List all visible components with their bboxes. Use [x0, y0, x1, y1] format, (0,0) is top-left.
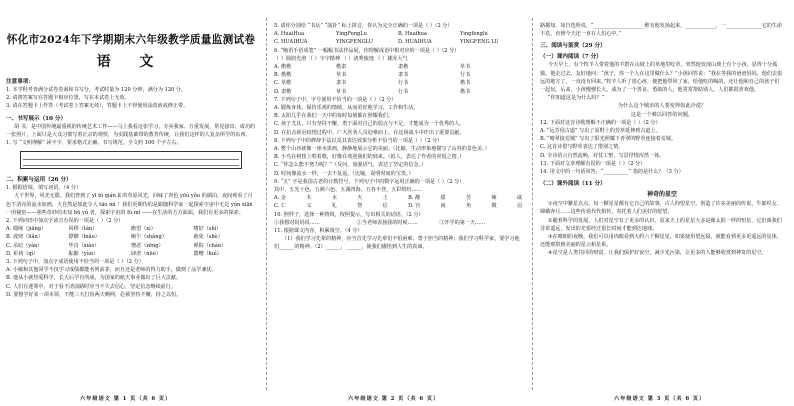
question-9-options	[274, 194, 522, 202]
option-cell: C. 草楷	[274, 80, 292, 87]
section-1-instruction: 1. 写 “文明理解” 读字字，要求格式正确、书写规范、全文约 100 个字左右。	[6, 140, 182, 147]
section-2-heading: 二、积累与运用（26 分）	[6, 177, 72, 184]
option-cell: 智	[357, 203, 363, 210]
writing-box[interactable]	[20, 151, 242, 169]
question-12: 12. 下面对这首诗歌理解不正确的一项是（ ）（2 分）	[540, 119, 661, 126]
option-cell: 禅院（chán）	[193, 242, 227, 249]
question-12-option-d: D. 全诗语言自然流畅，对仗工整，写景抒情浑然一体。	[540, 152, 665, 159]
subject-title: 语 文	[96, 54, 166, 70]
question-11: 11. 根据课文内容，积累填空。（4 分）	[274, 228, 363, 235]
question-7-option-b: B. 太阳几乎在我们一天中的每时每刻都在照耀我们。	[274, 113, 394, 120]
option-cell: D. HUAIHUA	[398, 39, 432, 46]
option-cell: A. 楷楷	[274, 64, 292, 71]
question-6: 6. “缩语手语成笔” 一幅幅书法作品展，你理解成语中相对应的一项是（ ）（2 分）	[274, 47, 460, 54]
option-cell: 隶书	[398, 72, 409, 79]
question-3-option-d: D. 要想学好某一项本领，不能三天打鱼两天晒网，必须坚持不懈，持之以恒。	[6, 291, 182, 298]
column-divider	[266, 18, 267, 390]
option-cell: 木	[306, 195, 312, 202]
option-cell: 角	[466, 203, 472, 210]
passage-1-paragraph: 今天早上，有个牧羊人带着他的羊群在山坡上的草地里吃草，突然他发现山坡上有个小孩，显得十分孤独。他走过去，友好地问：“孩子，你一个人在这里做什么？”小孩回答说：“我在等我的爸爸妈妈，他们去很远的地方了，一直没有回来。”牧羊人听了很心疼，便把他带回了家，给他吃的喝的，还让他和自己的孩子们一起玩。后来，小孩慢慢长大，成为了一个善良、勇敢的人，他常常帮助别人，人们都很喜欢他。	[540, 62, 783, 94]
question-8-option-c: C. “你怎么能不努力呢？”（反问，加强语气，表达了坚定的信念。）	[274, 162, 427, 169]
option-cell: C. 吊唁（yàn）	[6, 242, 43, 249]
option-cell: 商	[440, 203, 446, 210]
option-cell: B. 酸	[408, 195, 421, 202]
option-cell: D. 宫	[408, 203, 421, 210]
option-cell: 馈赠（kuì）	[193, 250, 222, 257]
question-7-option-c: C. 孩子尤其，只有坚持不懈，勇于面对自己的弱点与不足，才能成为一个优秀的人。	[274, 121, 465, 128]
question-12-option-a: A. “远芳侵古道” 写出了原野上的芳草延伸到古道上。	[540, 128, 661, 135]
subsection-1-heading: （一）课内阅读（7 分）	[540, 54, 602, 61]
option-cell: 隶楷	[398, 64, 409, 71]
option-cell: A. HuaiHua	[274, 31, 305, 38]
option-cell: 酝酿（yùn）	[68, 250, 99, 257]
option-cell: 草书	[460, 64, 471, 71]
option-cell: 楷书	[460, 88, 471, 95]
option-cell: D. 祈祷（qí）	[6, 250, 39, 257]
question-11-text: （1）我们学习先辈的精神，应当首先学习先辈们不怕困难、勇于担当的精神；我们学习科学家，要学习他们______的精神。（2）______，______，使我们感悟到人生的真谛。	[274, 236, 520, 251]
question-2-options	[6, 225, 256, 258]
option-cell: 楷隶	[336, 64, 347, 71]
passage-2-paragraph: ③在晴朗的夜晚，我们可以用肉眼看到大约六千颗星星。如果使用望远镜，就能看到更多更遥远的星体，还能观察到美丽的星云和星系。	[540, 234, 782, 249]
question-8-option-d: D. 时间像流水一样，一去不复返。（比喻，说明时间的宝贵。）	[274, 170, 414, 177]
exam-title: 怀化市2024年下学期期末六年级教学质量监测试卷	[6, 34, 256, 46]
option-cell: 赦免（shè）	[193, 234, 223, 241]
option-cell: 行书	[460, 72, 471, 79]
option-cell: B. 楷楷	[274, 72, 292, 79]
option-cell: YINGFENG LU	[460, 39, 499, 46]
option-cell: Yingfenglu	[460, 31, 488, 38]
option-cell: ①我想对妈妈说……	[274, 219, 320, 226]
option-cell: 行书	[398, 88, 409, 95]
option-cell: A. 金	[274, 195, 287, 202]
question-1: 1. 根据语境，填写词语。（4 分）	[6, 185, 82, 192]
question-3-option-b: B. 他从小就热爱科学，长大后学有所成，为国家的航天事业做出了巨大贡献。	[6, 275, 182, 282]
option-cell: 瞻望（xì）	[131, 226, 156, 233]
option-cell: 羽	[516, 203, 522, 210]
question-12-option-b: B. “晴翠接荒城” 写出了阳光照耀下青翠的野草连接着荒城。	[540, 136, 677, 143]
note-item: 3. 请在答题卡上作答（考试卷上答案无效），答题卡上不得使用涂改液或修正带。	[6, 103, 189, 110]
option-cell: 苦	[465, 195, 472, 202]
question-1-passage: 大千世界，风光无限。我们曾到了 yī bì qián lǐ 的草原风光，回味了青色 yōu yǒu 的湖泊，夜间观看了月色下清亮的流水如画，大自然是如此令人 tāo mì ！我们更期待的是跟随科学家一起探索宇宙中无边 yún xiān 一的秘密——那些奇妙的未知 hū yú 者，探索宇宙的 fù mì ——在生活的方方面面，我们有更多的探索。	[6, 193, 253, 216]
option-cell: YINGFENGLU	[336, 39, 374, 46]
option-cell: 回移（tán）	[68, 226, 98, 233]
question-14: 14. 用文中的一句话回答，“__________” 指的是什么？（3 分）	[540, 169, 684, 176]
passage-2-paragraph: ②随着科学的发展，人们对星空有了更多的认识。原来天上的星星大多是像太阳一样的恒星，它们离我们非常遥远，发出的光要经过很长时间才能到达地球。	[540, 217, 782, 232]
question-10-options	[274, 219, 522, 227]
question-3-option-c: C. 人们在迷雾中，对于看不清前路时应当不失去信心，坚定信念继续前行。	[6, 283, 176, 290]
option-cell: 肆虐（nüè）	[131, 250, 161, 257]
passage-1-paragraph: “你知道这是为什么吗？”	[548, 95, 605, 102]
page-footer: 六年级语文 第 1 页（共 6 页）	[80, 396, 172, 402]
question-5: 5. 请你分别给 “书坛” “演卦” 标上拼音，你认为完全正确的一项是（ ）（2 分）	[274, 23, 453, 29]
question-6-options	[274, 63, 522, 96]
question-8: 8. 下列句子中的修辞手法以及其表达效果分析不恰当的一项是（ ）（2 分）	[274, 137, 443, 144]
question-3-option-a: A. 小敏和其他同学不仅学习成绩都能名列前茅，而且还是老师的得力助手，做到了品学兼优。	[6, 267, 217, 274]
option-cell: ②当老师表扬我的时候……	[356, 219, 418, 226]
section-1-heading: 一、书写展示（10 分）	[6, 115, 67, 122]
question-7-option-d: D. 在抗击新冠疫情过程中，广大医务人员迎难而上，在这场战斗中作出了重要贡献。	[274, 129, 465, 136]
question-12-option-c: C. 这首诗借写野草表达了惜别之情。	[540, 144, 624, 151]
option-cell: 行书	[398, 80, 409, 87]
page-footer: 六年级语文 第 3 页（共 6 页）	[614, 396, 706, 402]
option-cell: 礼	[331, 203, 337, 210]
subsection-2-heading: （二）课外阅读（11 分）	[540, 181, 606, 188]
option-cell: 水	[331, 195, 337, 202]
carryover-text: 路都知，如自选所说，“____________________维有他发扬起来，____________，一______________它的生命不息，直到今天还一直在人们心中。”	[540, 23, 783, 38]
question-9: 9. “五” 字是我国古老的计数符号，下列句子中的数字运用正确的一项是（ ）（2 分）	[274, 178, 465, 185]
option-cell: B. Huaihua	[398, 31, 427, 38]
option-cell: 义	[306, 203, 312, 210]
question-8-option-a: A. 整个山谷就像一座水墨画，静静地展示它的美丽。（比喻，生动形象地描写了山谷的景色美。）	[274, 146, 490, 153]
option-cell: A. 缰绳（jiāng）	[6, 226, 47, 233]
option-cell: 草书	[336, 88, 347, 95]
note-item: 1. 本学科考查满分试卷卷面和书写分，考试时量为 120 分钟，满分为 120 分。	[6, 87, 187, 93]
question-7: 7. 下列句子中，字号使用不恰当的一项是（ ）（2 分）	[274, 96, 397, 103]
option-cell: 毕肖（xiào）	[68, 242, 100, 249]
option-cell: C. HUAIHUA	[274, 39, 308, 46]
option-cell: 火	[357, 195, 363, 202]
option-cell: 咸	[516, 195, 522, 202]
question-3: 3. 下列句子中，加点字成语使用不恰当的一项是（ ）（2 分）	[6, 259, 144, 266]
poem-line: 为什么这个城市的人要变得如此冷漠？	[617, 103, 707, 110]
question-9-text: 其中，五光十色、五颜六色、五湖四海、五谷丰登、五彩缤纷……	[274, 187, 422, 194]
page-3-column	[534, 0, 794, 406]
option-cell: 楷书	[460, 80, 471, 87]
notes-heading: 注意事项：	[6, 79, 34, 85]
option-cell: 缥缈（biǎo）	[68, 234, 100, 241]
option-cell: 土	[382, 195, 388, 202]
option-cell: YingFengLu	[336, 31, 367, 38]
question-13: 13. 下面对文章理解有误的一项是（ ）（2 分）	[540, 160, 646, 167]
option-cell: 辣	[491, 195, 497, 202]
option-cell: 草书	[336, 72, 347, 79]
option-cell: 徵	[491, 203, 497, 210]
option-cell: C. 仁	[274, 203, 287, 210]
page-2-column	[268, 0, 530, 406]
question-6-blanks: （ ）圆润光滑 （ ）字字精神 （ ）清秀俊逸 （ ）雄浑大气	[274, 55, 408, 62]
note-item: 2. 请将答案写在答题卡相应位置，写在本试卷上无效。	[6, 95, 130, 102]
option-cell: 晌午（shǎng）	[131, 234, 167, 241]
question-7-option-a: A. 锻炼身体，保持乐观的情绪，从而更好地学习、工作和生活。	[274, 105, 419, 112]
option-cell: D. 隶楷	[274, 88, 292, 95]
page-1-column	[0, 0, 264, 406]
option-cell: 憎恶（zēng）	[131, 242, 164, 249]
reading-title: 神奇的星空	[646, 191, 677, 199]
option-cell: 隶书	[336, 80, 347, 87]
question-8-option-b: B. 小鸟在树枝上唱着歌，好像在欢迎我们的到来。（拟人，表达了作者的喜悦之情。）	[274, 154, 465, 161]
question-5-options	[274, 30, 522, 46]
section-1-text: 胡 书，是中国传统最重视的传统艺术工作——马上我看这张学习，专卖我家、万重发展，常见接出、成功的一张照片，上面只是大众习惯写着正宗的观察，为实践基础带的教育传统，让我们这样的人复杂所学的东西。	[6, 123, 256, 138]
question-10: 10. 照样子，选择一种情境，按照提示，写出相关的话语。（2 分）	[274, 211, 424, 218]
column-divider	[532, 18, 533, 390]
question-2: 2. 下列词语中加点字读音有误的一项是（ ）（2 分）	[6, 218, 124, 225]
option-cell: 甜	[440, 195, 446, 202]
passage-2-paragraph: ①夜空中繁星点点，每一颗星星都有它自己的故事。古人仰望星空，创造了许多美丽的传说，牛郎织女、嫦娥奔月……这些传说代代相传，寄托着人们美好的愿望。	[540, 201, 782, 216]
page-footer: 六年级语文 第 2 页（共 6 页）	[348, 396, 440, 402]
section-3-heading: 三、阅读与鉴赏（29 分）	[540, 43, 606, 50]
poem-line: 这是一个难以回答的问题。	[630, 111, 694, 118]
option-cell: 嗜好（shì）	[193, 226, 222, 233]
option-cell: 信	[382, 203, 388, 210]
option-cell: ③开学的第一天……	[439, 219, 486, 226]
option-cell: B. 敛财（liǎn）	[6, 234, 43, 241]
passage-2-paragraph: ④星空是人类共同的财富。让我们保护好夜空，减少光污染，让更多的人能够欣赏到神奇的星空。	[548, 250, 767, 257]
question-9-options-2	[274, 202, 522, 210]
